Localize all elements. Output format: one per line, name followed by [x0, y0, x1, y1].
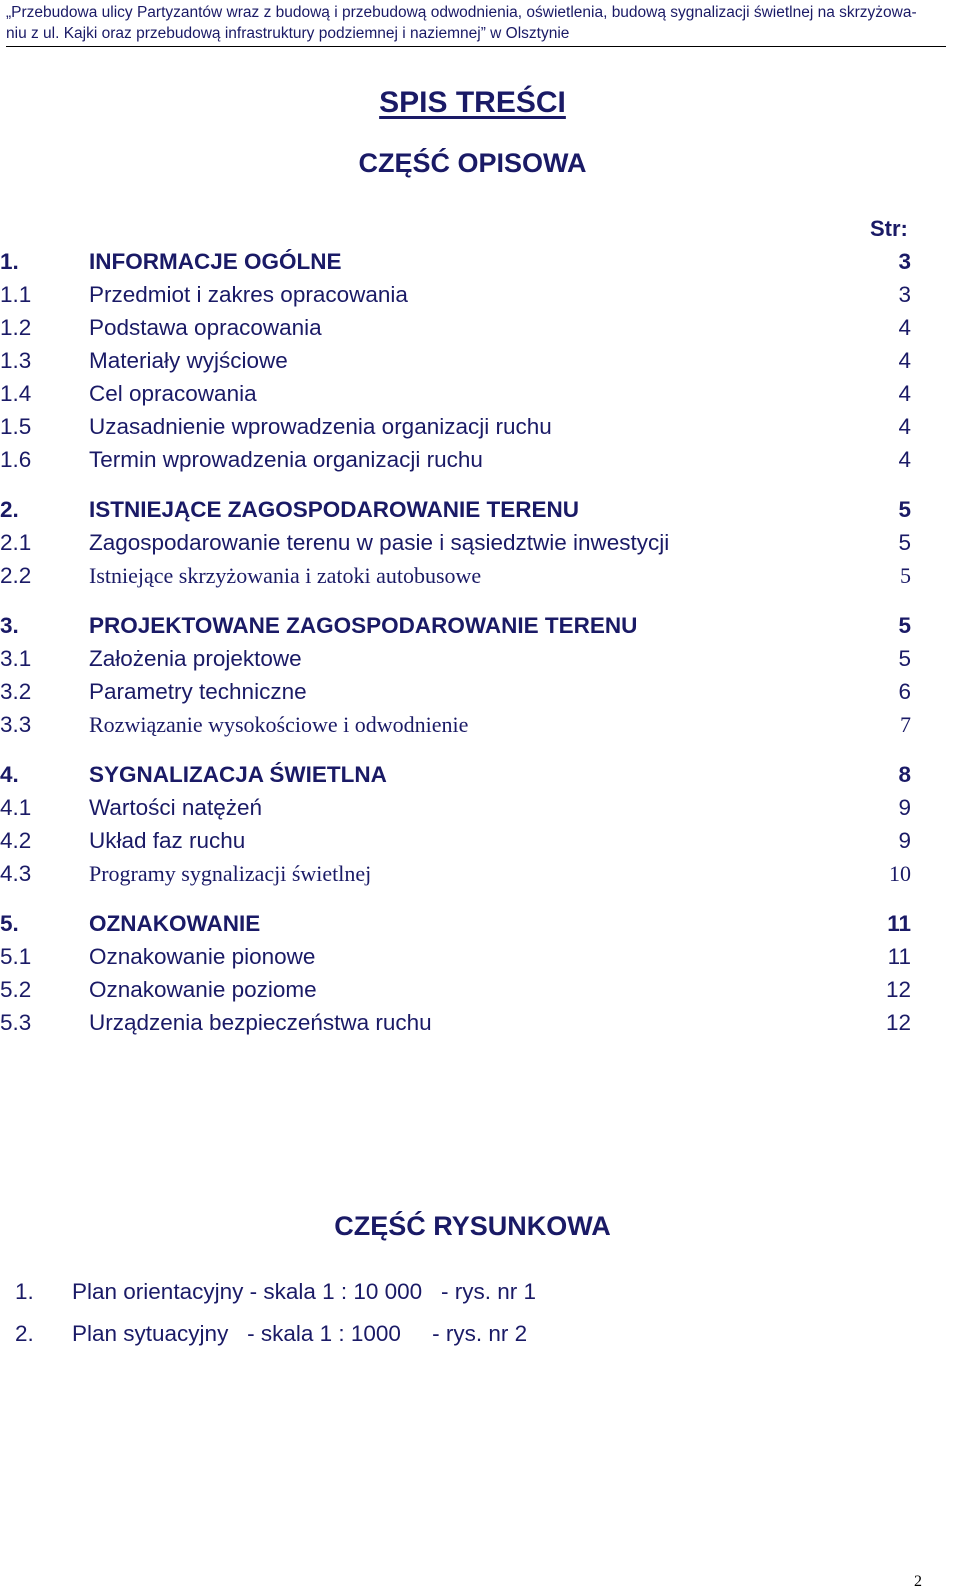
- toc-entry-page: 4: [898, 381, 911, 406]
- toc-entry-title: Oznakowanie pionowe: [89, 944, 316, 969]
- toc-entry-page: 5: [898, 613, 911, 638]
- running-header-line-2: niu z ul. Kajki oraz przebudową infrastruktury podziemnej i naziemnej” w Olsztynie: [6, 25, 570, 42]
- toc-entry-page: 12: [885, 977, 911, 1002]
- toc-entry-number: 3.3: [0, 712, 32, 737]
- drawing-item-number: 2.: [15, 1321, 34, 1346]
- toc-entry-title: Urządzenia bezpieczeństwa ruchu: [89, 1010, 432, 1035]
- toc-section: [0, 907, 945, 1039]
- toc-entry-title: Układ faz ruchu: [89, 828, 246, 853]
- toc-entry: [0, 311, 945, 344]
- toc-entry: [0, 973, 945, 1006]
- toc-entry-title: Cel opracowania: [89, 381, 257, 406]
- toc-entry-page: 8: [898, 762, 911, 787]
- toc-entry-number: 4.3: [0, 861, 32, 886]
- toc-entry-number: 1.1: [0, 282, 32, 307]
- toc-entry-page: 3: [898, 249, 911, 274]
- toc-entry-page: 5: [900, 563, 911, 588]
- toc-entry-page: 4: [898, 348, 911, 373]
- toc-entry-page: 11: [887, 911, 911, 936]
- toc-entry-title: Materiały wyjściowe: [89, 348, 288, 373]
- toc-entry-number: 3.1: [0, 646, 32, 671]
- toc-entry-title: Programy sygnalizacji świetlnej: [89, 861, 372, 886]
- toc-entry-number: 5.3: [0, 1010, 32, 1035]
- toc-entry-page: 4: [898, 447, 911, 472]
- toc-entry: [0, 857, 945, 890]
- toc-entry: [0, 791, 945, 824]
- toc-entry-title: Istniejące skrzyżowania i zatoki autobusowe: [89, 563, 482, 588]
- toc-entry-number: 5.1: [0, 944, 32, 969]
- drawing-item-text: Plan sytuacyjny - skala 1 : 1000 - rys. nr 2: [72, 1321, 528, 1346]
- toc-entry-title: Rozwiązanie wysokościowe i odwodnienie: [89, 712, 469, 737]
- toc-entry-page: 6: [898, 679, 911, 704]
- toc-entry-number: 1.4: [0, 381, 32, 406]
- toc-entry: [0, 642, 945, 675]
- table-of-contents: [0, 245, 945, 1056]
- toc-entry-title: Oznakowanie poziome: [89, 977, 317, 1002]
- toc-entry-number: 1.2: [0, 315, 32, 340]
- toc-section-heading: [0, 493, 945, 526]
- toc-section: [0, 758, 945, 890]
- toc-section: [0, 609, 945, 741]
- toc-entry: [0, 708, 945, 741]
- drawing-part-heading: CZĘŚĆ RYSUNKOWA: [334, 1211, 611, 1241]
- toc-entry-number: 2.2: [0, 563, 32, 588]
- toc-section-heading: [0, 245, 945, 278]
- toc-entry: [0, 675, 945, 708]
- toc-entry-title: Termin wprowadzenia organizacji ruchu: [89, 447, 483, 472]
- toc-section-heading: [0, 609, 945, 642]
- toc-entry-title: Parametry techniczne: [89, 679, 307, 704]
- toc-entry-number: 5.: [0, 911, 19, 936]
- running-header: [6, 2, 946, 47]
- toc-entry-number: 1.5: [0, 414, 32, 439]
- drawing-item-text: Plan orientacyjny - skala 1 : 10 000 - rys. nr 1: [72, 1279, 536, 1304]
- toc-entry-title: INFORMACJE OGÓLNE: [89, 249, 342, 274]
- page-number: 2: [914, 1573, 922, 1590]
- toc-entry-title: Podstawa opracowania: [89, 315, 322, 340]
- toc-entry-title: Zagospodarowanie terenu w pasie i sąsiedztwie inwestycji: [89, 530, 670, 555]
- toc-entry-page: 5: [898, 530, 911, 555]
- toc-section: [0, 245, 945, 476]
- page-column-label: Str:: [870, 216, 908, 241]
- toc-entry: [0, 278, 945, 311]
- toc-entry-number: 4.1: [0, 795, 32, 820]
- toc-section-heading: [0, 907, 945, 940]
- toc-entry-title: Wartości natężeń: [89, 795, 262, 820]
- toc-entry: [0, 443, 945, 476]
- toc-entry-number: 3.2: [0, 679, 32, 704]
- toc-entry-page: 9: [898, 795, 911, 820]
- toc-entry: [0, 526, 945, 559]
- toc-entry-number: 1.: [0, 249, 19, 274]
- toc-entry-number: 2.: [0, 497, 19, 522]
- toc-entry-title: Przedmiot i zakres opracowania: [89, 282, 408, 307]
- running-header-line-1: „Przebudowa ulicy Partyzantów wraz z budową i przebudową odwodnienia, oświetlenia, budową sygnalizacji świetlnej na skrzyżowa-: [6, 4, 917, 21]
- toc-entry: [0, 824, 945, 857]
- toc-entry-page: 11: [887, 944, 911, 969]
- drawing-item-number: 1.: [15, 1279, 34, 1304]
- toc-entry-title: OZNAKOWANIE: [89, 911, 261, 936]
- descriptive-part-heading: CZĘŚĆ OPISOWA: [358, 148, 587, 178]
- toc-entry-number: 2.1: [0, 530, 32, 555]
- toc-entry-number: 3.: [0, 613, 19, 638]
- page-title: SPIS TREŚCI: [379, 86, 566, 119]
- toc-entry-page: 3: [898, 282, 911, 307]
- toc-entry-page: 4: [898, 414, 911, 439]
- toc-entry: [0, 1006, 945, 1039]
- toc-section-heading: [0, 758, 945, 791]
- toc-entry: [0, 410, 945, 443]
- toc-entry: [0, 559, 945, 592]
- toc-entry-number: 4.: [0, 762, 19, 787]
- toc-entry-page: 4: [898, 315, 911, 340]
- toc-entry-page: 9: [898, 828, 911, 853]
- toc-entry-title: Założenia projektowe: [89, 646, 302, 671]
- toc-entry: [0, 940, 945, 973]
- toc-entry-page: 5: [898, 497, 911, 522]
- toc-entry-title: PROJEKTOWANE ZAGOSPODAROWANIE TERENU: [89, 613, 638, 638]
- toc-entry-title: SYGNALIZACJA ŚWIETLNA: [89, 762, 387, 787]
- toc-entry-page: 5: [898, 646, 911, 671]
- toc-entry-page: 10: [889, 861, 911, 886]
- toc-entry-number: 5.2: [0, 977, 32, 1002]
- toc-entry: [0, 344, 945, 377]
- toc-entry-page: 7: [900, 712, 911, 737]
- toc-entry: [0, 377, 945, 410]
- toc-entry-number: 1.6: [0, 447, 32, 472]
- toc-entry-title: ISTNIEJĄCE ZAGOSPODAROWANIE TERENU: [89, 497, 580, 522]
- toc-entry-page: 12: [885, 1010, 911, 1035]
- toc-entry-number: 1.3: [0, 348, 32, 373]
- toc-entry-title: Uzasadnienie wprowadzenia organizacji ruchu: [89, 414, 552, 439]
- toc-section: [0, 493, 945, 592]
- toc-entry-number: 4.2: [0, 828, 32, 853]
